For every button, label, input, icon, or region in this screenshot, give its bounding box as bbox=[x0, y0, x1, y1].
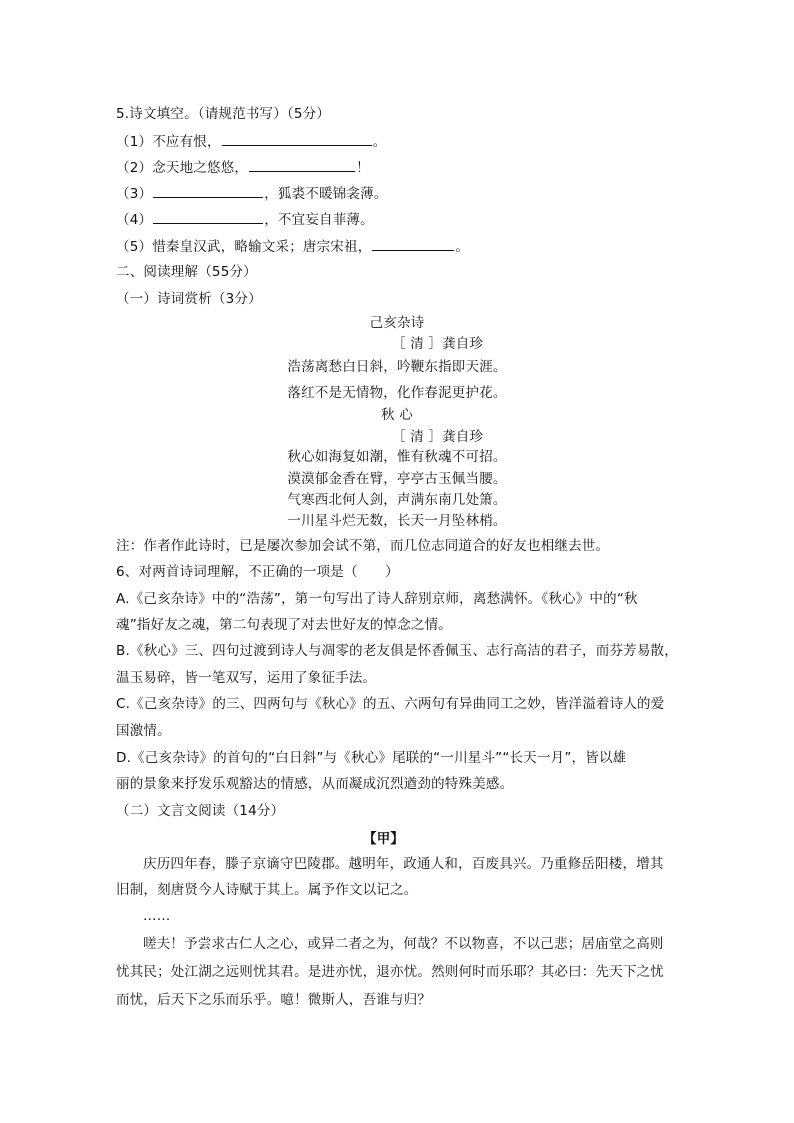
q5-item-4-pre: （4） bbox=[116, 212, 153, 228]
passage-ellipsis: …… bbox=[143, 908, 171, 924]
passage-para2-line-2: 忧其民；处江湖之远则忧其君。是进亦忧，退亦忧。然则何时而乐耶？其必曰：先天下之忧 bbox=[116, 964, 664, 980]
q5-item-3-pre: （3） bbox=[116, 186, 153, 202]
q6-option-b-line-2: 温玉易碎，皆一笔双写，运用了象征手法。 bbox=[116, 670, 377, 686]
q5-item-1-pre: （1）不应有恨， bbox=[116, 134, 221, 150]
q6-option-d-line-2: 丽的景象来抒发乐观豁达的情感，从而凝成沉烈遒劲的特殊美感。 bbox=[116, 776, 514, 792]
q5-item-3-post: ，狐裘不暖锦衾薄。 bbox=[264, 186, 388, 202]
answer-blank-2[interactable] bbox=[249, 157, 355, 172]
q5-item-1-post: 。 bbox=[372, 134, 387, 150]
passage-heading: 【甲】 bbox=[363, 831, 405, 847]
answer-blank-4[interactable] bbox=[153, 209, 263, 224]
answer-blank-1[interactable] bbox=[222, 131, 372, 146]
poem2-line-2: 漠漠郁金香在臂，亭亭古玉佩当腰。 bbox=[287, 471, 507, 487]
q5-title: 5.诗文填空。（请规范书写）（5分） bbox=[116, 106, 331, 122]
passage-para1-line-2: 旧制，刻唐贤今人诗赋于其上。属予作文以记之。 bbox=[116, 882, 418, 898]
poem1-author: ［ 清 ］龚自珍 bbox=[392, 336, 484, 352]
q5-item-5 bbox=[116, 236, 469, 257]
q6-option-c-line-1: C.《己亥杂诗》的三、四两句与《秋心》的五、六两句有异曲同工之妙，皆洋溢着诗人的爱 bbox=[116, 696, 665, 712]
poem2-line-3: 气寒西北何人剑，声满东南几处箫。 bbox=[287, 492, 507, 508]
q5-item-2 bbox=[116, 157, 370, 178]
subsection-poetry: （一）诗词赏析（3分） bbox=[116, 291, 262, 307]
q6-option-a-line-2: 魂”指好友之魂，第二句表现了对去世好友的悼念之情。 bbox=[116, 617, 452, 633]
q5-item-5-pre: （5）惜秦皇汉武，略输文采；唐宗宋祖， bbox=[116, 239, 372, 255]
poem1-title: 己亥杂诗 bbox=[369, 315, 425, 331]
q5-item-3 bbox=[116, 183, 388, 204]
passage-para1-line-1: 庆历四年春，滕子京谪守巴陵郡。越明年，政通人和，百废具兴。乃重修岳阳楼，增其 bbox=[143, 856, 664, 872]
q6-option-b-line-1: B.《秋心》三、四句过渡到诗人与凋零的老友俱是怀香佩玉、志行高洁的君子，而芬芳易散， bbox=[116, 643, 678, 659]
q5-item-2-post: ！ bbox=[356, 160, 370, 176]
q6-option-d-line-1: D.《己亥杂诗》的首句的“白日斜”与《秋心》尾联的“一川星斗”“长天一月”，皆以雄 bbox=[116, 750, 627, 766]
poem2-title: 秋 心 bbox=[381, 407, 413, 423]
poem2-author: ［ 清 ］龚自珍 bbox=[392, 429, 484, 445]
q5-item-5-post: 。 bbox=[455, 239, 470, 255]
q6-option-c-line-2: 国激情。 bbox=[116, 723, 171, 739]
passage-para2-line-1: 嗟夫！予尝求古仁人之心，或异二者之为，何哉？不以物喜，不以己悲；居庙堂之高则 bbox=[143, 936, 664, 952]
poem2-line-4: 一川星斗烂无数，长天一月坠林梢。 bbox=[287, 513, 507, 529]
q6-stem: 6、对两首诗词理解，不正确的一项是（ ） bbox=[116, 564, 399, 580]
poem1-line-1: 浩荡离愁白日斜，吟鞭东指即天涯。 bbox=[287, 359, 507, 375]
poem1-line-2: 落红不是无情物，化作春泥更护花。 bbox=[287, 385, 507, 401]
subsection-classical: （二）文言文阅读（14分） bbox=[116, 803, 285, 819]
q5-item-4 bbox=[116, 209, 374, 230]
q5-item-1 bbox=[116, 131, 386, 152]
q6-option-a-line-1: A.《己亥杂诗》中的“浩荡”，第一句写出了诗人辞别京师，离愁满怀。《秋心》中的“秋 bbox=[116, 591, 638, 607]
q5-item-2-pre: （2）念天地之悠悠， bbox=[116, 160, 249, 176]
poem2-line-1: 秋心如海复如潮，惟有秋魂不可招。 bbox=[287, 449, 507, 465]
section-title: 二、阅读理解（55分） bbox=[116, 264, 257, 280]
poem-note: 注：作者作此诗时，已是屡次参加会试不第，而几位志同道合的好友也相继去世。 bbox=[116, 538, 610, 554]
passage-para2-line-3: 而忧，后天下之乐而乐乎。噫！微斯人，吾谁与归？ bbox=[116, 992, 432, 1008]
q5-item-4-post: ，不宜妄自菲薄。 bbox=[264, 212, 374, 228]
answer-blank-3[interactable] bbox=[153, 183, 263, 198]
answer-blank-5[interactable] bbox=[372, 236, 454, 251]
